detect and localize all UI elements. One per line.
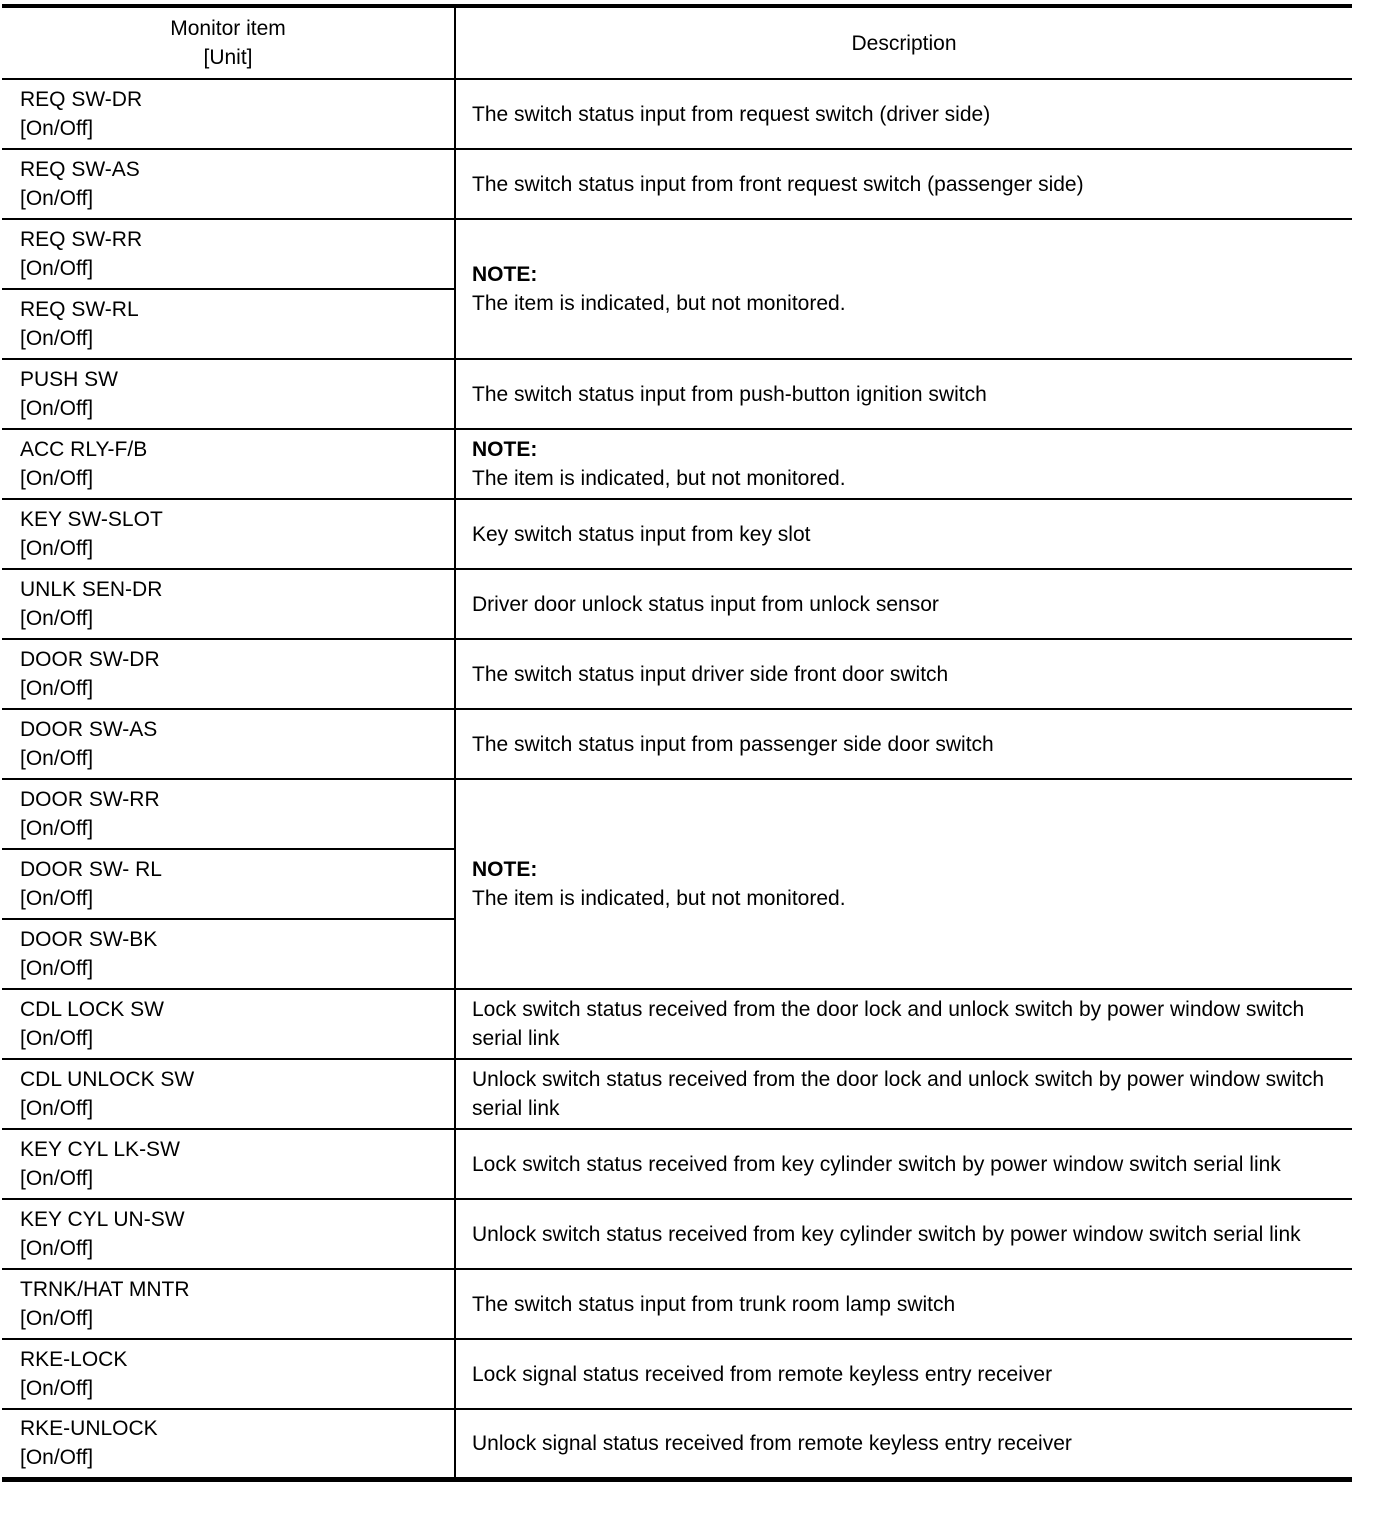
note-label: NOTE:	[472, 438, 538, 461]
table-row	[2, 989, 1352, 1059]
monitor-item-name: DOOR SW-AS	[20, 718, 158, 741]
monitor-item-name: KEY CYL UN-SW	[20, 1208, 185, 1231]
monitor-item-unit: [On/Off]	[20, 957, 94, 980]
monitor-item-cell	[2, 1409, 455, 1479]
monitor-item-name: DOOR SW-RR	[20, 788, 160, 811]
table-row	[2, 429, 1352, 499]
monitor-item-unit: [On/Off]	[20, 607, 94, 630]
monitor-item-table	[2, 4, 1352, 1482]
description-cell: Key switch status input from key slot	[455, 499, 1352, 569]
monitor-item-unit: [On/Off]	[20, 537, 94, 560]
monitor-item-cell	[2, 989, 455, 1059]
monitor-item-unit: [On/Off]	[20, 1097, 94, 1120]
monitor-item-unit: [On/Off]	[20, 397, 94, 420]
monitor-item-unit: [On/Off]	[20, 117, 94, 140]
monitor-item-name: REQ SW-AS	[20, 158, 140, 181]
monitor-item-cell	[2, 569, 455, 639]
monitor-item-name: REQ SW-DR	[20, 88, 143, 111]
note-cell	[455, 429, 1352, 499]
monitor-item-name: REQ SW-RR	[20, 228, 143, 251]
table-row	[2, 1059, 1352, 1129]
monitor-item-table-wrapper	[2, 4, 1352, 1482]
monitor-item-cell	[2, 429, 455, 499]
description-cell: Lock switch status received from the door lock and unlock switch by power window switch serial link	[455, 989, 1352, 1059]
description-cell: Unlock signal status received from remote keyless entry receiver	[472, 1431, 1072, 1455]
monitor-item-cell	[2, 1269, 455, 1339]
monitor-item-name: TRNK/HAT MNTR	[20, 1278, 190, 1301]
monitor-item-name: DOOR SW- RL	[20, 858, 162, 881]
monitor-item-cell	[2, 779, 455, 849]
description-cell: Unlock switch status received from key cylinder switch by power window switch serial link	[455, 1199, 1352, 1269]
monitor-item-cell	[2, 289, 455, 359]
description-cell: Lock switch status received from key cylinder switch by power window switch serial link	[455, 1129, 1352, 1199]
monitor-item-cell	[2, 639, 455, 709]
description-cell: Unlock switch status received from the door lock and unlock switch by power window switch serial link	[455, 1059, 1352, 1129]
monitor-item-cell	[2, 709, 455, 779]
note-label: NOTE:	[472, 263, 538, 286]
monitor-item-unit: [On/Off]	[20, 327, 94, 350]
header-unit-label: [Unit]	[203, 46, 253, 69]
note-text: The item is indicated, but not monitored.	[472, 887, 846, 910]
table-row	[2, 219, 1352, 289]
monitor-item-cell	[2, 149, 455, 219]
monitor-item-unit: [On/Off]	[20, 817, 94, 840]
description-cell: The switch status input from passenger side door switch	[455, 709, 1352, 779]
monitor-item-cell	[2, 919, 455, 989]
table-header-row	[2, 6, 1352, 79]
table-row	[2, 1129, 1352, 1199]
table-row	[2, 1199, 1352, 1269]
description-cell: Driver door unlock status input from unlock sensor	[455, 569, 1352, 639]
table-row	[2, 149, 1352, 219]
monitor-item-name: RKE-LOCK	[20, 1348, 128, 1371]
description-cell: The switch status input from push-button ignition switch	[455, 359, 1352, 429]
monitor-item-unit: [On/Off]	[20, 1307, 94, 1330]
monitor-item-unit: [On/Off]	[20, 257, 94, 280]
description-cell: The switch status input from trunk room lamp switch	[455, 1269, 1352, 1339]
monitor-item-name: ACC RLY-F/B	[20, 438, 148, 461]
note-text: The item is indicated, but not monitored.	[472, 467, 846, 490]
monitor-item-name: PUSH SW	[20, 368, 119, 391]
description-cell: The switch status input from front request switch (passenger side)	[455, 149, 1352, 219]
monitor-item-unit: [On/Off]	[20, 1446, 94, 1470]
monitor-item-cell	[2, 1059, 455, 1129]
description-cell: The switch status input driver side front door switch	[455, 639, 1352, 709]
monitor-item-unit: [On/Off]	[20, 187, 94, 210]
table-row	[2, 779, 1352, 849]
note-text: The item is indicated, but not monitored.	[472, 292, 846, 315]
header-description: Description	[455, 6, 1352, 79]
monitor-item-cell	[2, 499, 455, 569]
monitor-item-unit: [On/Off]	[20, 1027, 94, 1050]
monitor-item-name: REQ SW-RL	[20, 298, 139, 321]
monitor-item-name: DOOR SW-DR	[20, 648, 160, 671]
monitor-item-unit: [On/Off]	[20, 1237, 94, 1260]
monitor-item-name: CDL LOCK SW	[20, 998, 164, 1021]
table-row	[2, 1269, 1352, 1339]
note-label: NOTE:	[472, 858, 538, 881]
monitor-item-cell	[2, 219, 455, 289]
monitor-item-unit: [On/Off]	[20, 677, 94, 700]
table-row	[2, 569, 1352, 639]
table-row	[2, 79, 1352, 149]
table-row	[2, 639, 1352, 709]
table-row	[2, 1409, 1352, 1479]
monitor-item-unit: [On/Off]	[20, 1377, 94, 1400]
header-monitor-item-label: Monitor item	[170, 17, 286, 40]
table-row	[2, 359, 1352, 429]
table-row	[2, 709, 1352, 779]
description-cell: The switch status input from request switch (driver side)	[455, 79, 1352, 149]
monitor-item-name: UNLK SEN-DR	[20, 578, 163, 601]
monitor-item-name: KEY CYL LK-SW	[20, 1138, 180, 1161]
monitor-item-cell	[2, 1129, 455, 1199]
table-row	[2, 1339, 1352, 1409]
monitor-item-cell	[2, 1339, 455, 1409]
monitor-item-unit: [On/Off]	[20, 747, 94, 770]
monitor-item-name: KEY SW-SLOT	[20, 508, 163, 531]
monitor-item-cell	[2, 1199, 455, 1269]
monitor-item-cell	[2, 359, 455, 429]
note-cell	[455, 219, 1352, 359]
monitor-item-unit: [On/Off]	[20, 1167, 94, 1190]
note-cell	[455, 779, 1352, 989]
monitor-item-unit: [On/Off]	[20, 887, 94, 910]
monitor-item-name: DOOR SW-BK	[20, 928, 158, 951]
monitor-item-cell	[2, 79, 455, 149]
monitor-item-name: CDL UNLOCK SW	[20, 1068, 195, 1091]
description-cell: Lock signal status received from remote keyless entry receiver	[455, 1339, 1352, 1409]
monitor-item-cell	[2, 849, 455, 919]
table-row	[2, 499, 1352, 569]
monitor-item-unit: [On/Off]	[20, 467, 94, 490]
monitor-item-name: RKE-UNLOCK	[20, 1417, 158, 1441]
header-monitor-item	[2, 6, 455, 79]
